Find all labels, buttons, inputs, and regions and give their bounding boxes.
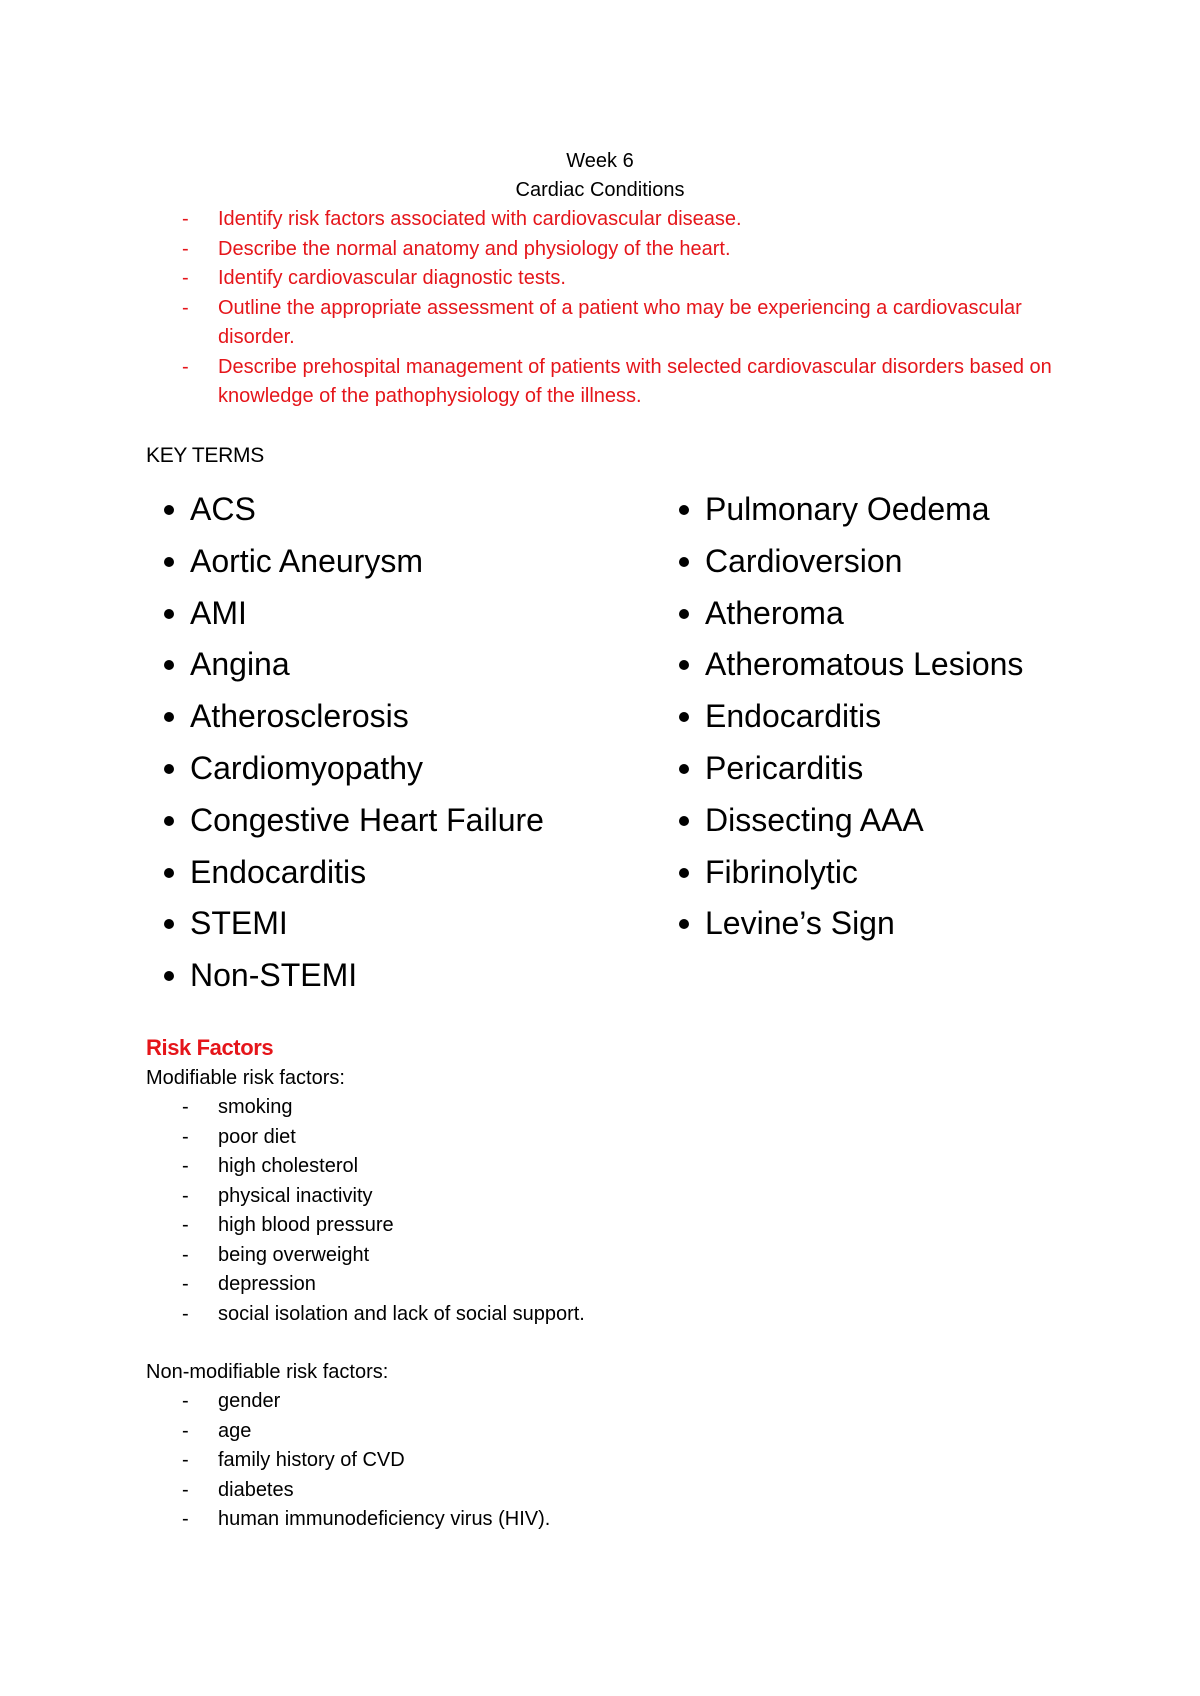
non-modifiable-risk-item [146, 1387, 1076, 1417]
key-term-text: Fibrinolytic [705, 853, 858, 890]
modifiable-risk-item [146, 1300, 1076, 1330]
modifiable-risk-item [146, 1182, 1076, 1212]
week-heading: Week 6 [566, 150, 634, 172]
dash-marker: - [182, 1302, 189, 1325]
bullet-icon [164, 557, 174, 567]
dash-marker: - [182, 1243, 189, 1266]
dash-marker: - [182, 267, 189, 289]
dash-marker: - [182, 1449, 189, 1471]
dash-marker: - [182, 1508, 189, 1530]
key-terms-right-column [667, 484, 1023, 950]
bullet-icon [164, 609, 174, 619]
bullet-icon [679, 764, 689, 774]
bullet-icon [679, 660, 689, 670]
modifiable-risk-item-text: social isolation and lack of social support. [218, 1302, 585, 1325]
key-term-item [152, 743, 544, 795]
key-term-text: Non-STEMI [190, 957, 358, 994]
modifiable-risk-item-text: high cholesterol [218, 1155, 359, 1177]
risk-factors-heading: Risk Factors [146, 1035, 274, 1060]
objective-item-text: Describe prehospital management of patients with selected cardiovascular disorders based on knowledge of the pathophysiology of the illness. [218, 355, 1052, 407]
bullet-icon [679, 557, 689, 567]
key-terms-heading: KEY TERMS [146, 444, 264, 467]
key-term-item [152, 795, 544, 847]
key-term-item [152, 536, 544, 588]
objective-item [146, 205, 1076, 235]
non-modifiable-risk-item [146, 1446, 1076, 1476]
modifiable-risk-item [146, 1093, 1076, 1123]
non-modifiable-risk-item-text: human immunodeficiency virus (HIV). [218, 1508, 551, 1530]
key-term-item [152, 847, 544, 899]
objective-item [146, 294, 1076, 353]
non-modifiable-risk-item [146, 1505, 1076, 1535]
objective-item-text: Describe the normal anatomy and physiology of the heart. [218, 237, 731, 260]
modifiable-risk-item [146, 1152, 1076, 1182]
key-term-text: Pulmonary Oedema [705, 491, 990, 527]
key-term-text: Dissecting AAA [705, 801, 924, 838]
key-term-text: Endocarditis [190, 853, 367, 890]
modifiable-risk-item [146, 1123, 1076, 1153]
non-modifiable-risk-item-text: age [218, 1419, 252, 1442]
bullet-icon [679, 712, 689, 722]
objective-item [146, 235, 1076, 265]
dash-marker: - [182, 1390, 189, 1412]
objective-item-text: Identify risk factors associated with cardiovascular disease. [218, 208, 742, 230]
bullet-icon [164, 505, 174, 515]
modifiable-risk-factors-label: Modifiable risk factors: [146, 1067, 345, 1089]
key-term-item [667, 743, 1023, 795]
non-modifiable-risk-factors-label: Non-modifiable risk factors: [146, 1361, 389, 1383]
bullet-icon [164, 712, 174, 722]
key-term-item [667, 847, 1023, 899]
key-term-item [667, 484, 1023, 536]
dash-marker: - [182, 1478, 189, 1501]
dash-marker: - [182, 296, 189, 319]
key-term-text: Cardioversion [705, 542, 903, 579]
dash-marker: - [182, 1184, 189, 1207]
non-modifiable-risk-item [146, 1476, 1076, 1506]
key-term-item [667, 588, 1023, 640]
key-term-text: ACS [190, 491, 256, 527]
bullet-icon [164, 971, 174, 981]
key-term-text: Atheromatous Lesions [705, 646, 1024, 683]
key-terms-left-column [152, 484, 544, 1002]
non-modifiable-risk-item-text: family history of CVD [218, 1449, 405, 1471]
key-term-item [152, 691, 544, 743]
bullet-icon [679, 816, 689, 826]
non-modifiable-risk-item-text: diabetes [218, 1478, 294, 1501]
learning-objectives-list [146, 205, 1076, 412]
modifiable-risk-item-text: being overweight [218, 1243, 370, 1266]
key-term-text: STEMI [190, 905, 288, 942]
dash-marker: - [182, 237, 189, 260]
key-term-item [152, 588, 544, 640]
bullet-icon [679, 868, 689, 878]
key-term-item [667, 536, 1023, 588]
key-term-item [152, 950, 544, 1002]
key-term-text: Atheroma [705, 594, 844, 631]
topic-heading: Cardiac Conditions [515, 179, 685, 201]
bullet-icon [679, 919, 689, 929]
dash-marker: - [182, 1419, 189, 1442]
dash-marker: - [182, 1155, 189, 1177]
bullet-icon [164, 919, 174, 929]
key-term-item [152, 898, 544, 950]
bullet-icon [164, 816, 174, 826]
dash-marker: - [182, 1125, 189, 1148]
key-term-text: AMI [190, 594, 247, 631]
non-modifiable-risk-item [146, 1417, 1076, 1447]
bullet-icon [164, 868, 174, 878]
modifiable-risk-item [146, 1211, 1076, 1241]
non-modifiable-risk-item-text: gender [218, 1390, 281, 1412]
objective-item [146, 353, 1076, 412]
modifiable-risk-item-text: depression [218, 1273, 316, 1295]
key-term-text: Congestive Heart Failure [190, 801, 544, 838]
dash-marker: - [182, 1273, 189, 1295]
key-term-item [667, 691, 1023, 743]
dash-marker: - [182, 208, 189, 230]
key-term-item [152, 639, 544, 691]
objective-item [146, 264, 1076, 294]
key-term-item [667, 639, 1023, 691]
key-term-text: Angina [190, 646, 290, 683]
key-term-item [667, 795, 1023, 847]
objective-item-text: Outline the appropriate assessment of a patient who may be experiencing a cardiovascular disorder. [218, 296, 1022, 348]
key-term-text: Cardiomyopathy [190, 749, 423, 786]
key-term-text: Pericarditis [705, 749, 864, 786]
modifiable-risk-item-text: high blood pressure [218, 1214, 394, 1236]
modifiable-risk-item-text: smoking [218, 1096, 293, 1118]
modifiable-risk-item-text: poor diet [218, 1125, 296, 1148]
dash-marker: - [182, 355, 189, 378]
bullet-icon [679, 505, 689, 515]
key-term-item [667, 898, 1023, 950]
objective-item-text: Identify cardiovascular diagnostic tests. [218, 267, 566, 289]
modifiable-risk-item [146, 1270, 1076, 1300]
key-term-text: Levine’s Sign [705, 905, 895, 942]
key-term-text: Aortic Aneurysm [190, 542, 423, 579]
dash-marker: - [182, 1214, 189, 1236]
bullet-icon [164, 660, 174, 670]
key-term-text: Endocarditis [705, 698, 882, 735]
modifiable-risk-item-text: physical inactivity [218, 1184, 373, 1207]
modifiable-risk-item [146, 1241, 1076, 1271]
non-modifiable-risk-factors-list [146, 1387, 1076, 1535]
dash-marker: - [182, 1096, 189, 1118]
bullet-icon [164, 764, 174, 774]
modifiable-risk-factors-list [146, 1093, 1076, 1329]
bullet-icon [679, 609, 689, 619]
key-term-item [152, 484, 544, 536]
key-term-text: Atherosclerosis [190, 698, 409, 735]
